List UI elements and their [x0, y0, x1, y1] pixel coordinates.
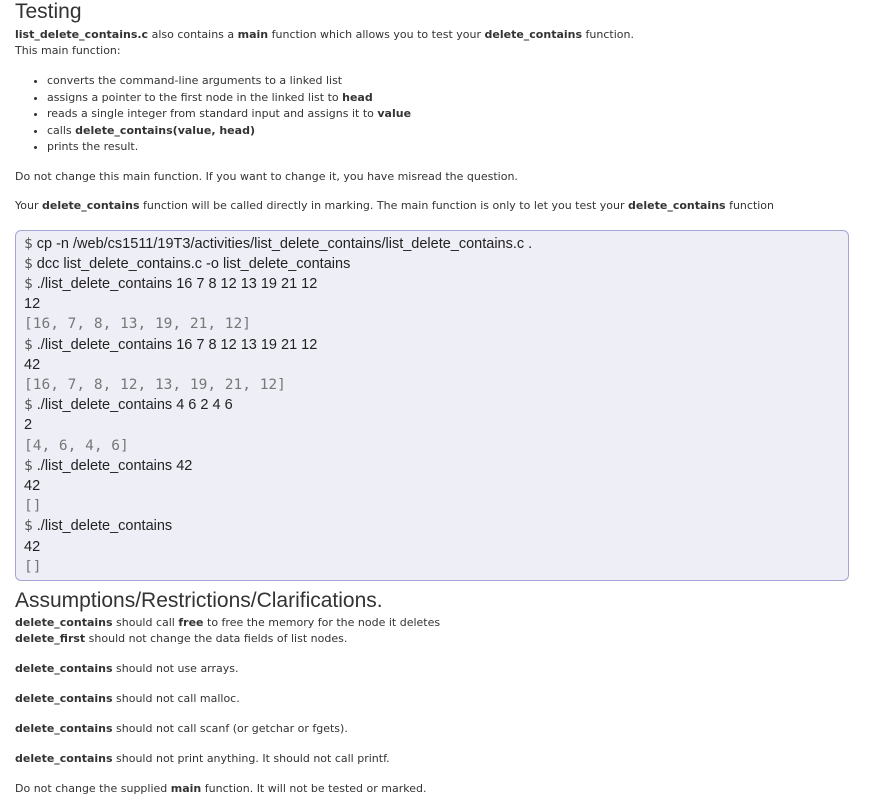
list-item: • prints the result. [47, 139, 855, 156]
terminal-line-prompt [24, 335, 848, 355]
marking-note: Your delete_contains function will be called directly in marking. The main function is only to let you test your delete_contains function [15, 198, 775, 212]
terminal-line-output [24, 314, 848, 334]
terminal-text: 42 [24, 356, 41, 373]
assumption-item: delete_contains should not print anything. It should not call printf. [15, 751, 390, 765]
terminal-text: dcc list_delete_contains.c -o list_delete_contains [36, 255, 351, 272]
function-name: delete_contains [484, 28, 583, 41]
do-not-change-note: Do not change this main function. If you want to change it, you have misread the question. [15, 169, 518, 183]
assumptions-heading: Assumptions/Restrictions/Clarifications. [15, 588, 383, 612]
terminal-text: ./list_delete_contains [36, 518, 173, 535]
assumption-item: delete_contains should not call malloc. [15, 691, 240, 705]
intro-line-2: This main function: [15, 44, 121, 57]
intro-text-2: function which allows you to test your [268, 28, 485, 41]
terminal-line-input [24, 476, 848, 496]
main-function-steps [15, 73, 855, 156]
prompt-symbol: $ [24, 275, 33, 292]
prompt-symbol: $ [24, 518, 33, 535]
terminal-line-input [24, 355, 848, 375]
terminal-line-prompt [24, 234, 848, 254]
terminal-line-prompt [24, 516, 848, 536]
terminal-line-prompt [24, 254, 848, 274]
terminal-line-output [24, 496, 848, 516]
assumption-item: delete_first should not change the data fields of list nodes. [15, 631, 348, 645]
terminal-text: [16, 7, 8, 13, 19, 21, 12] [24, 316, 251, 333]
intro-paragraph [15, 27, 855, 59]
terminal-line-input [24, 537, 848, 557]
assumption-item: delete_contains should call free to free the memory for the node it deletes [15, 615, 441, 629]
terminal-line-output [24, 436, 848, 456]
terminal-text: 42 [24, 477, 41, 494]
terminal-line-prompt [24, 395, 848, 415]
terminal-text: ./list_delete_contains 16 7 8 12 13 19 21 12 [36, 275, 318, 292]
prompt-symbol: $ [24, 457, 33, 474]
assumption-item: Do not change the supplied main function. It will not be tested or marked. [15, 781, 427, 795]
assumptions-list [15, 615, 855, 797]
list-item: • assigns a pointer to the first node in the linked list to head [47, 90, 855, 107]
terminal-text: ./list_delete_contains 4 6 2 4 6 [36, 397, 233, 414]
terminal-text: ./list_delete_contains 16 7 8 12 13 19 21 12 [36, 336, 318, 353]
page [15, 0, 855, 797]
prompt-symbol: $ [24, 397, 33, 414]
assumption-item: delete_contains should not call scanf (or getchar or fgets). [15, 721, 348, 735]
file-name: list_delete_contains.c [15, 28, 149, 41]
terminal-line-input [24, 415, 848, 435]
intro-text-3: function. [582, 28, 634, 41]
terminal-text: 12 [24, 296, 41, 313]
terminal-text: cp -n /web/cs1511/19T3/activities/list_delete_contains/list_delete_contains.c . [36, 235, 533, 252]
terminal-text: [] [24, 498, 42, 515]
list-item: • converts the command-line arguments to a linked list [47, 73, 855, 90]
terminal-line-prompt [24, 456, 848, 476]
testing-heading: Testing [15, 0, 82, 23]
list-item: • reads a single integer from standard input and assigns it to value [47, 106, 855, 123]
terminal-text: ./list_delete_contains 42 [36, 457, 193, 474]
assumption-item: delete_contains should not use arrays. [15, 661, 239, 675]
terminal-line-input [24, 294, 848, 314]
list-item: • calls delete_contains(value, head) [47, 123, 855, 140]
terminal-session [15, 230, 849, 581]
terminal-line-prompt [24, 274, 848, 294]
prompt-symbol: $ [24, 235, 33, 252]
main-keyword: main [237, 28, 269, 41]
terminal-text: [4, 6, 4, 6] [24, 437, 129, 454]
terminal-text: [16, 7, 8, 12, 13, 19, 21, 12] [24, 376, 286, 393]
terminal-text: 2 [24, 417, 33, 434]
terminal-text: [] [24, 558, 42, 575]
terminal-text: 42 [24, 538, 41, 555]
prompt-symbol: $ [24, 336, 33, 353]
terminal-line-output [24, 375, 848, 395]
prompt-symbol: $ [24, 255, 33, 272]
intro-text-1: also contains a [148, 28, 238, 41]
terminal-line-output [24, 557, 848, 577]
